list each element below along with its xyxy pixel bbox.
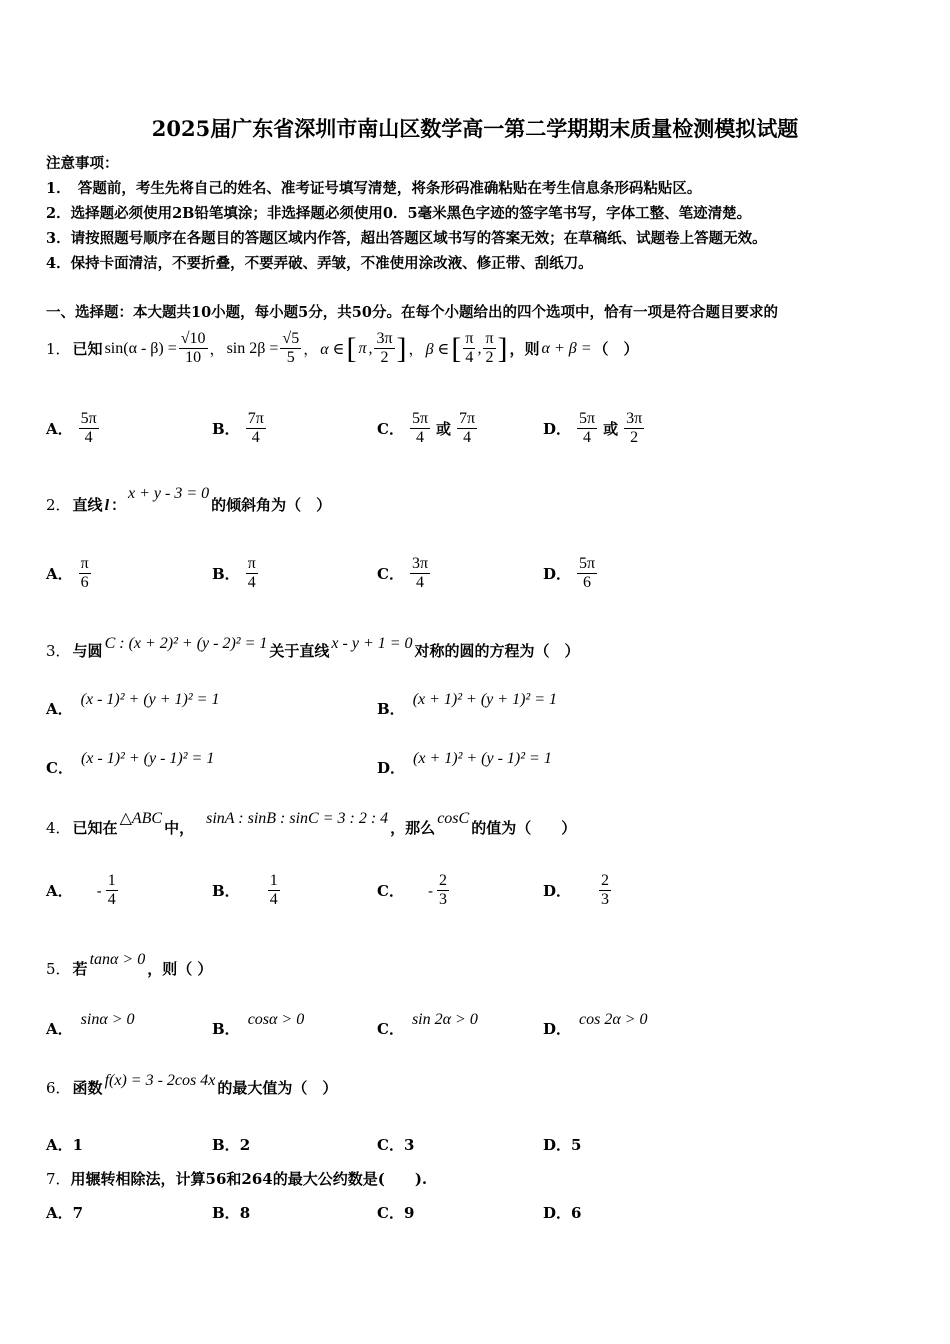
option-b[interactable]: B． $\frac{1}{4}$ (212, 872, 278, 909)
question-number: 7． (46, 1170, 71, 1188)
question-2: 2． 直线 l ： x + y - 3 = 0 的倾斜角为（ ） (46, 485, 332, 514)
note-item: 3．请按照题号顺序在各题目的答题区域内作答，超出答题区域书写的答案无效；在草稿纸、试题卷上答题无效。 (46, 230, 767, 247)
option-b[interactable]: B．2 (212, 1136, 251, 1154)
option-a[interactable]: A．1 (46, 1136, 84, 1154)
option-d[interactable]: D． cos 2α > 0 (543, 1011, 648, 1038)
option-c[interactable]: C．3 (377, 1136, 415, 1154)
question-number: 5． (46, 960, 71, 978)
question-number: 1． (46, 340, 71, 359)
page-title: 2025届广东省深圳市南山区数学高一第二学期期末质量检测模拟试题 (151, 116, 799, 141)
option-d[interactable]: D．6 (543, 1204, 582, 1222)
question-6: 6． 函数 f(x) = 3 - 2cos 4x 的最大值为（ ） (46, 1072, 338, 1097)
note-item: 4．保持卡面清洁，不要折叠，不要弄破、弄皱，不准使用涂改液、修正带、刮纸刀。 (46, 255, 593, 272)
option-b[interactable]: B． $\frac{\pi}{4}$ (212, 555, 256, 592)
option-a[interactable]: A． - $\frac{1}{4}$ (46, 872, 116, 909)
option-b[interactable]: B．8 (212, 1204, 251, 1222)
option-d[interactable]: D． $\frac{2}{3}$ (543, 872, 610, 909)
option-a[interactable]: A． (x - 1)² + (y + 1)² = 1 (46, 691, 220, 718)
option-d[interactable]: D．5 (543, 1136, 582, 1154)
option-a[interactable]: A．7 (46, 1204, 84, 1222)
option-b[interactable]: B． (x + 1)² + (y + 1)² = 1 (377, 691, 557, 718)
option-b[interactable]: B． cosα > 0 (212, 1011, 305, 1038)
note-item: 1． 答题前，考生先将自己的姓名、准考证号填写清楚，将条形码准确粘贴在考生信息条形码粘贴区。 (46, 180, 702, 197)
question-5: 5． 若 tanα > 0 ，则（ ） (46, 951, 213, 978)
section-heading: 一、选择题：本大题共10小题，每小题5分，共50分。在每个小题给出的四个选项中，恰有一项是符合题目要求的 (46, 304, 778, 321)
option-c[interactable]: C． $\frac{5\pi}{4}$ 或 $\frac{7\pi}{4}$ (377, 410, 476, 447)
option-b[interactable]: B． $\frac{7\pi}{4}$ (212, 410, 264, 447)
option-a[interactable]: A． $\frac{5\pi}{4}$ (46, 410, 97, 447)
question-3: 3． 与圆 C : (x + 2)² + (y - 2)² = 1 关于直线 x - y + 1 = 0 对称的圆的方程为（ ） (46, 635, 580, 660)
option-c[interactable]: C．9 (377, 1204, 415, 1222)
question-4: 4． 已知在 △ABC 中， sinA : sinB : sinC = 3 : 2 : 4 ，那么 cosC 的值为（ ） (46, 810, 577, 837)
option-c[interactable]: C． sin 2α > 0 (377, 1011, 478, 1038)
question-number: 6． (46, 1079, 71, 1097)
option-c[interactable]: C． (x - 1)² + (y - 1)² = 1 (46, 750, 215, 777)
option-d[interactable]: D． $\frac{5\pi}{6}$ (543, 555, 596, 592)
notes-header: 注意事项： (46, 155, 119, 172)
question-7: 7．用辗转相除法，计算56和264的最大公约数是( ). (46, 1170, 428, 1188)
note-item: 2．选择题必须使用2B铅笔填涂；非选择题必须使用0．5毫米黑色字迹的签字笔书写，字体工整、笔迹清楚。 (46, 205, 752, 222)
option-d[interactable]: D． $\frac{5\pi}{4}$ 或 $\frac{3\pi}{2}$ (543, 410, 643, 447)
option-c[interactable]: C． - $\frac{2}{3}$ (377, 872, 448, 909)
option-d[interactable]: D． (x + 1)² + (y - 1)² = 1 (377, 750, 552, 777)
question-number: 4． (46, 819, 71, 837)
option-a[interactable]: A． $\frac{\pi}{6}$ (46, 555, 89, 592)
option-c[interactable]: C． $\frac{3\pi}{4}$ (377, 555, 429, 592)
option-a[interactable]: A． sinα > 0 (46, 1011, 135, 1038)
question-1: 1． 已知 sin(α - β) = $\frac{√10}{10}$ ， sin 2β = $\frac{√5}{5}$ ， α ∈ [ π , $\frac{3\pi}{2}$ ] ， β ∈ [ $\frac{\pi}{4}$ , $\frac{\pi}{2}$ ] ，则 α + β = （ ） (46, 330, 639, 367)
question-number: 3． (46, 642, 71, 660)
question-number: 2． (46, 496, 71, 514)
